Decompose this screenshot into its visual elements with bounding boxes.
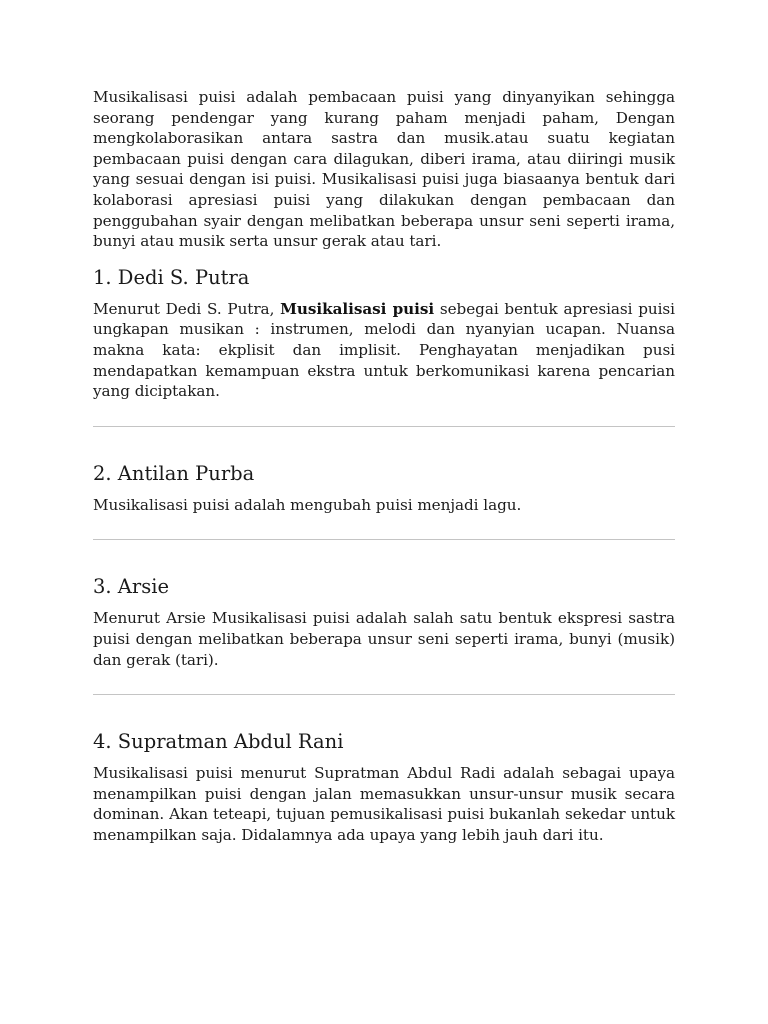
section-body-supratman-abdul-rani: Musikalisasi puisi menurut Supratman Abdul Radi adalah sebagai upaya menampilkan puisi dengan jalan memasukkan unsur-unsur musik secara dominan. Akan teteapi, tujuan pemusikalisasi puisi bukanlah sekedar untuk menampilkan saja. Didalamnya ada upaya yang lebih jauh dari itu. [93,764,675,844]
section-body-bold-term: Musikalisasi puisi [280,299,435,318]
section-heading-antilan-purba: 2. Antilan Purba [93,461,255,485]
document-page [93,87,675,845]
section-heading-dedi-s-putra: 1. Dedi S. Putra [93,265,250,289]
section-heading-arsie: 3. Arsie [93,575,169,599]
section-body-text: sebegai bentuk apresiasi puisi ungkapan musikan : instrumen, melodi dan nyanyian ucapan. Nuansa makna kata: ekplisit dan implisit. Penghayatan menjadikan pusi mendapatkan kemampuan ekstra untuk berkomunikasi karena pencarian yang diciptakan. [93,299,675,401]
section-heading-supratman-abdul-rani: 4. Supratman Abdul Rani [93,730,344,754]
section-body-text: Menurut Dedi S. Putra, [93,299,281,318]
intro-paragraph: Musikalisasi puisi adalah pembacaan puisi yang dinyanyikan sehingga seorang pendengar yang kurang paham menjadi paham, Dengan mengkolaborasikan antara sastra dan musik.atau suatu kegiatan pembacaan puisi dengan cara dilagukan, diberi irama, atau diiringi musik yang sesuai dengan isi puisi. Musikalisasi puisi juga biasaanya bentuk dari kolaborasi apresiasi puisi yang dilakukan dengan pembacaan dan penggubahan syair dengan melibatkan beberapa unsur seni seperti irama, bunyi atau musik serta unsur gerak atau tari. [93,88,675,251]
section-body-arsie: Menurut Arsie Musikalisasi puisi adalah salah satu bentuk ekspresi sastra puisi dengan melibatkan beberapa unsur seni seperti irama, bunyi (musik) dan gerak (tari). [93,609,675,669]
section-body-dedi-s-putra [93,299,675,402]
section-body-antilan-purba: Musikalisasi puisi adalah mengubah puisi menjadi lagu. [93,495,522,514]
